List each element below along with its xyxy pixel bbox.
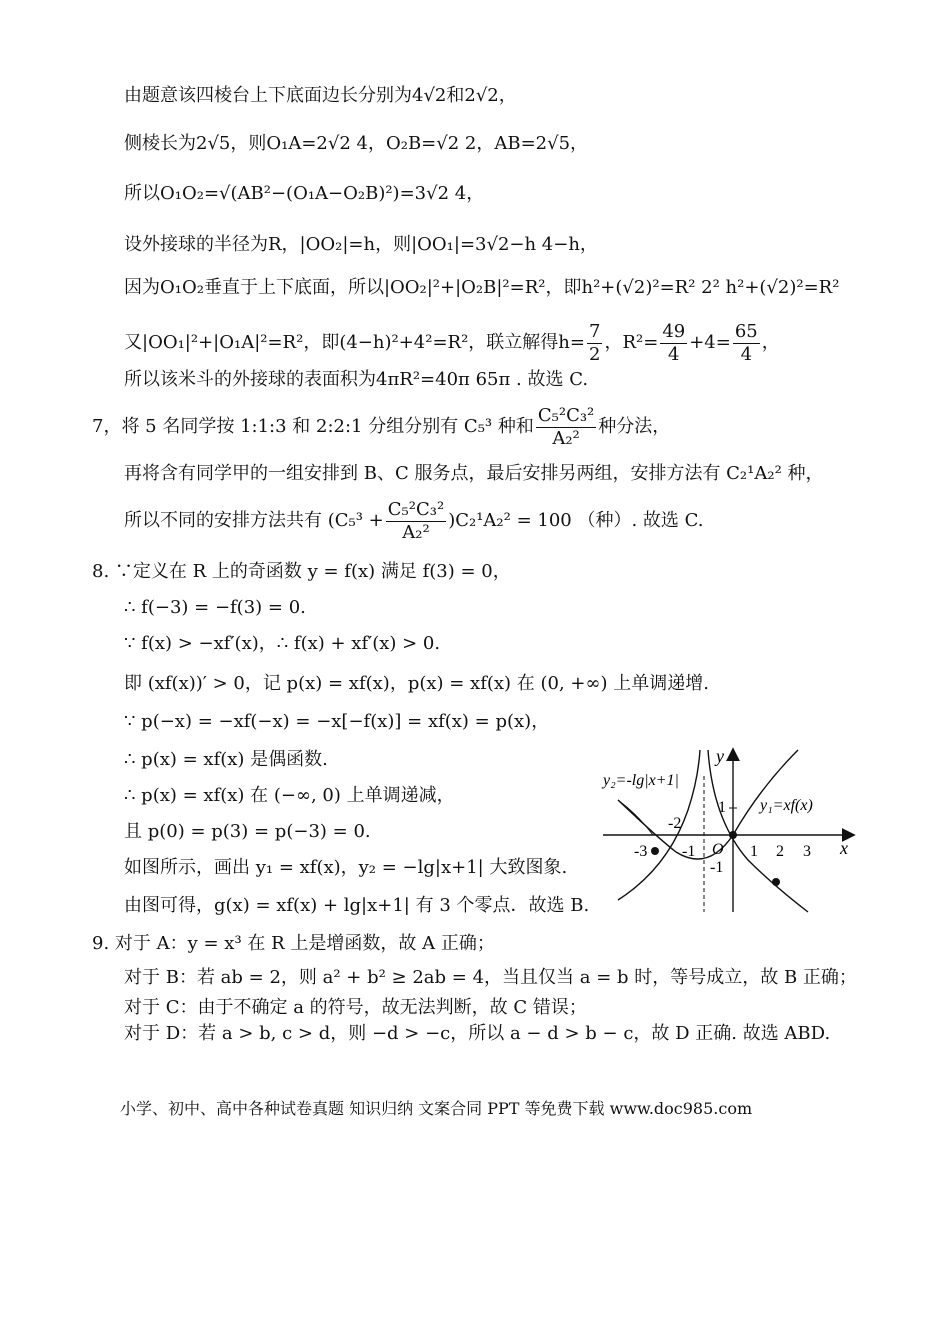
problem-7-line-1 — [92, 402, 670, 452]
problem-9-line-1: 9. 对于 A：y = x³ 在 R 上是增函数，故 A 正确； — [92, 933, 495, 954]
fraction-65-4: $\frac{65}{4}$ — [734, 320, 758, 365]
tick-label-2: 2 — [776, 843, 784, 860]
fraction-combination-2: $\frac{\text{C₅²C₃²}}{\text{A₂²}}$ — [387, 498, 445, 543]
line-6-text-d: ， — [761, 332, 780, 353]
zero-point-right — [772, 878, 780, 886]
footer-text: 小学、初中、高中各种试卷真题 知识归纳 文案合同 PPT 等免费下载 www.doc985.com — [120, 1099, 753, 1118]
problem-8-line-8: 且 p(0) = p(3) = p(−3) = 0. — [124, 821, 371, 842]
line-5: 因为O₁O₂垂直于上下底面，所以|OO₂|²+|O₂B|²=R²，即h²+(√2)²=R² 2² h²+(√2)²=R² — [124, 277, 840, 298]
problem-8-line-4: 即 (xf(x))′ > 0，记 p(x) = xf(x)，p(x) = xf(x) 在 (0, +∞) 上单调递增. — [124, 673, 709, 694]
fraction-49-4: $\frac{49}{4}$ — [662, 320, 686, 365]
tick-label-n1: -1 — [682, 843, 696, 860]
line-6-text-b: ，R²= — [604, 332, 659, 353]
line-4: 设外接球的半径为R，|OO₂|=h，则|OO₁|=3√2−h 4−h， — [124, 234, 598, 255]
line-7: 所以该米斗的外接球的表面积为4πR²=40π 65π . 故选 C. — [124, 369, 589, 390]
problem-8-line-1: 8. ∵定义在 R 上的奇函数 y = f(x) 满足 f(3) = 0， — [92, 561, 511, 582]
function-graph — [598, 740, 858, 916]
line-3: 所以O₁O₂=√(AB²−(O₁A−O₂B)²)=3√2 4， — [124, 183, 485, 204]
problem-7-line-3 — [124, 496, 703, 546]
label-y2: y₂=-lg|x+1| — [603, 772, 679, 789]
tick-label-origin: O — [712, 841, 724, 858]
zero-point-left — [651, 847, 659, 855]
problem-8-line-6: ∴ p(x) = xf(x) 是偶函数. — [124, 749, 328, 770]
problem-8-line-5: ∵ p(−x) = −xf(−x) = −x[−f(x)] = xf(x) = p(x)， — [124, 711, 550, 732]
problem-9-line-3: 对于 C：由于不确定 a 的符号，故无法判断，故 C 错误； — [124, 997, 587, 1018]
problem-7-text-a: 7，将 5 名同学按 1:1:3 和 2:2:1 分组分别有 C₅³ 种和 — [92, 416, 534, 437]
problem-8-line-10: 由图可得，g(x) = xf(x) + lg|x+1| 有 3 个零点．故选 B. — [124, 895, 590, 916]
problem-9-line-4: 对于 D：若 a > b, c > d，则 −d > −c，所以 a − d > b − c，故 D 正确. 故选 ABD. — [124, 1023, 831, 1044]
line-6-text-a: 又|OO₁|²+|O₁A|²=R²，即(4−h)²+4²=R²，联立解得h= — [124, 332, 585, 353]
label-y1: y₁=xf(x) — [760, 797, 813, 814]
problem-7-text-b: 种分法， — [598, 416, 671, 437]
tick-label-yn1: -1 — [710, 859, 724, 876]
line-2: 侧棱长为2√5，则O₁A=2√2 4，O₂B=√2 2，AB=2√5， — [124, 133, 589, 154]
tick-label-3: 3 — [803, 843, 811, 860]
problem-8-line-9: 如图所示，画出 y₁ = xf(x)，y₂ = −lg|x+1| 大致图象. — [124, 857, 568, 878]
tick-label-1: 1 — [750, 843, 758, 860]
zero-point-origin — [729, 831, 737, 839]
problem-7-text-d: )C₂¹A₂² = 100 （种）. 故选 C. — [448, 510, 704, 531]
problem-7-text-c: 所以不同的安排方法共有 (C₅³ + — [124, 510, 384, 531]
y-axis-label: y — [716, 746, 724, 766]
x-axis-label: x — [840, 838, 848, 858]
tick-label-n3: -3 — [634, 843, 648, 860]
curve-y2-right — [708, 750, 808, 912]
problem-8-line-2: ∴ f(−3) = −f(3) = 0. — [124, 597, 306, 618]
problem-9-line-2: 对于 B：若 ab = 2，则 a² + b² ≥ 2ab = 4，当且仅当 a = b 时，等号成立，故 B 正确； — [124, 967, 857, 988]
line-6 — [124, 318, 780, 368]
problem-8-line-7: ∴ p(x) = xf(x) 在 (−∞, 0) 上单调递减， — [124, 785, 455, 806]
problem-7-line-2: 再将含有同学甲的一组安排到 B、C 服务点，最后安排另两组，安排方法有 C₂¹A₂² 种， — [124, 463, 824, 484]
fraction-combination: $\frac{\text{C₅²C₃²}}{\text{A₂²}}$ — [537, 404, 595, 449]
tick-label-n2: -2 — [668, 815, 682, 832]
tick-label-y1: 1 — [718, 799, 726, 816]
fraction-7-2: $\frac{7}{2}$ — [589, 320, 601, 365]
line-6-text-c: +4= — [689, 332, 731, 353]
line-1: 由题意该四棱台上下底面边长分别为4√2和2√2， — [124, 85, 517, 106]
problem-8-line-3: ∵ f(x) > −xf′(x)，∴ f(x) + xf′(x) > 0. — [124, 633, 441, 654]
